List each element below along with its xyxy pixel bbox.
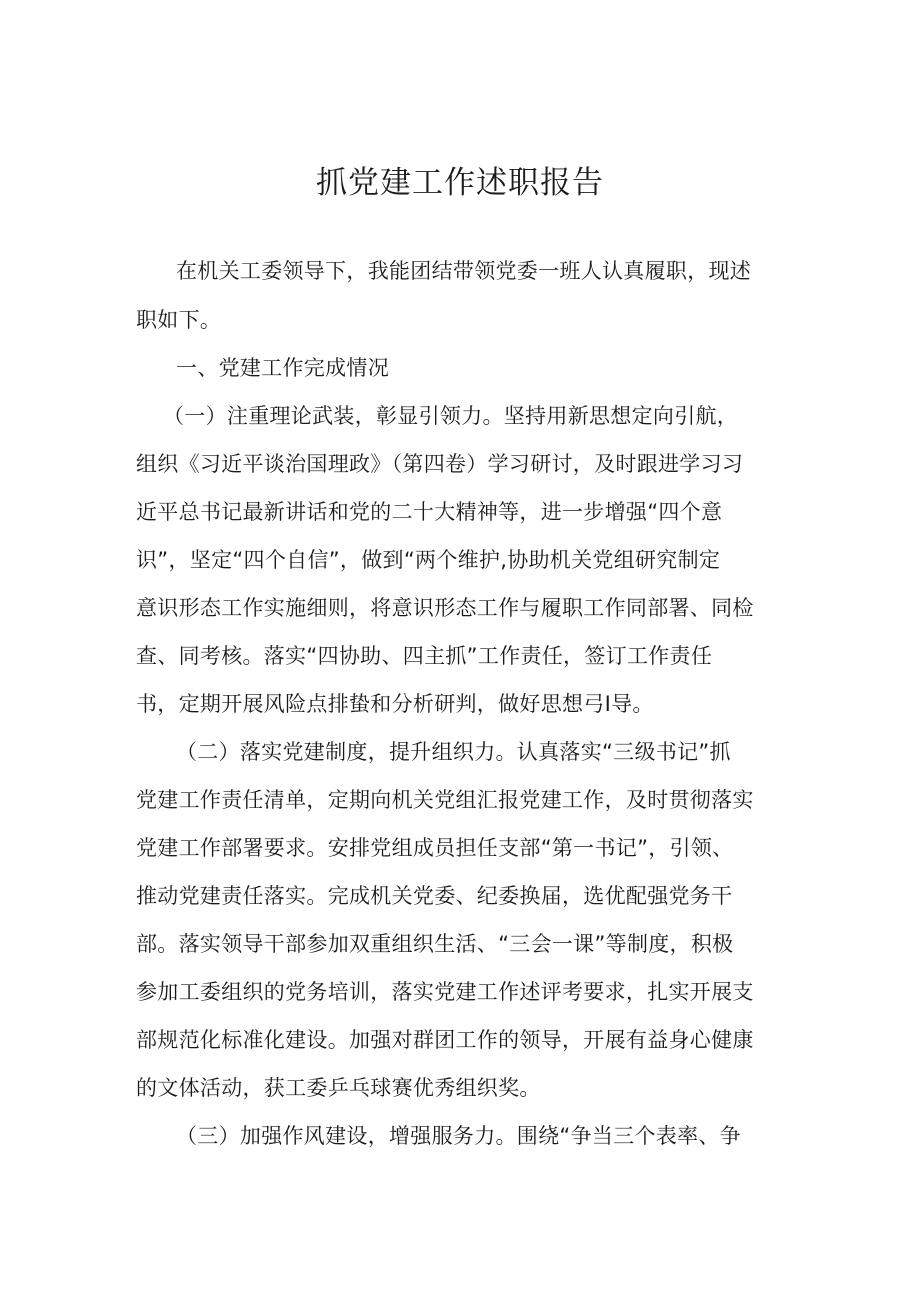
body-line: （一）注重理论武装，彰显引领力。坚持用新思想定向引航， — [163, 404, 739, 428]
body-line: 部。落实领导干部参加双重组织生活、“三会一课”等制度，积极 — [136, 932, 734, 956]
body-line: 的文体活动，获工委乒乓球赛优秀组织奖。 — [136, 1076, 541, 1100]
body-line: 书，定期开展风险点排蛰和分析研判，做好思想弓I导。 — [136, 692, 654, 716]
body-line: 意识形态工作实施细则，将意识形态工作与履职工作同部署、同检 — [136, 596, 754, 620]
section-heading: 一、党建工作完成情况 — [176, 356, 389, 380]
body-line: 参加工委组织的党务培训，落实党建工作述评考要求，扎实开展支 — [136, 980, 754, 1004]
body-line: 在机关工委领导下，我能团结带领党委一班人认真履职，现述 — [176, 259, 752, 283]
body-line: 识”，坚定“四个自信”，做到“两个维护,协助机关党组研究制定 — [136, 548, 721, 572]
body-line: 组织《习近平谈治国理政》（第四卷）学习研讨，及时跟进学习习 — [136, 452, 744, 476]
body-line: 职如下。 — [136, 308, 222, 332]
body-line: （二）落实党建制度，提升组织力。认真落实“三级书记”抓 — [176, 740, 731, 764]
body-line: 部规范化标准化建设。加强对群团工作的领导，开展有益身心健康 — [136, 1028, 754, 1052]
body-line: 党建工作部署要求。安排党组成员担任支部“第一书记”，引领、 — [136, 836, 734, 860]
body-line: （三）加强作风建设，增强服务力。围绕“争当三个表率、争 — [176, 1124, 741, 1148]
document-title: 抓党建工作述职报告 — [316, 164, 604, 201]
body-line: 查、同考核。落实“四协助、四主抓”工作责任，签订工作责任 — [136, 644, 713, 668]
body-line: 党建工作责任清单，定期向机关党组汇报党建工作，及时贯彻落实 — [136, 788, 754, 812]
body-line: 推动党建责任落实。完成机关党委、纪委换届，选优配强党务干 — [136, 884, 733, 908]
body-line: 近平总书记最新讲话和党的二十大精神等，进一步增强“四个意 — [136, 500, 723, 524]
